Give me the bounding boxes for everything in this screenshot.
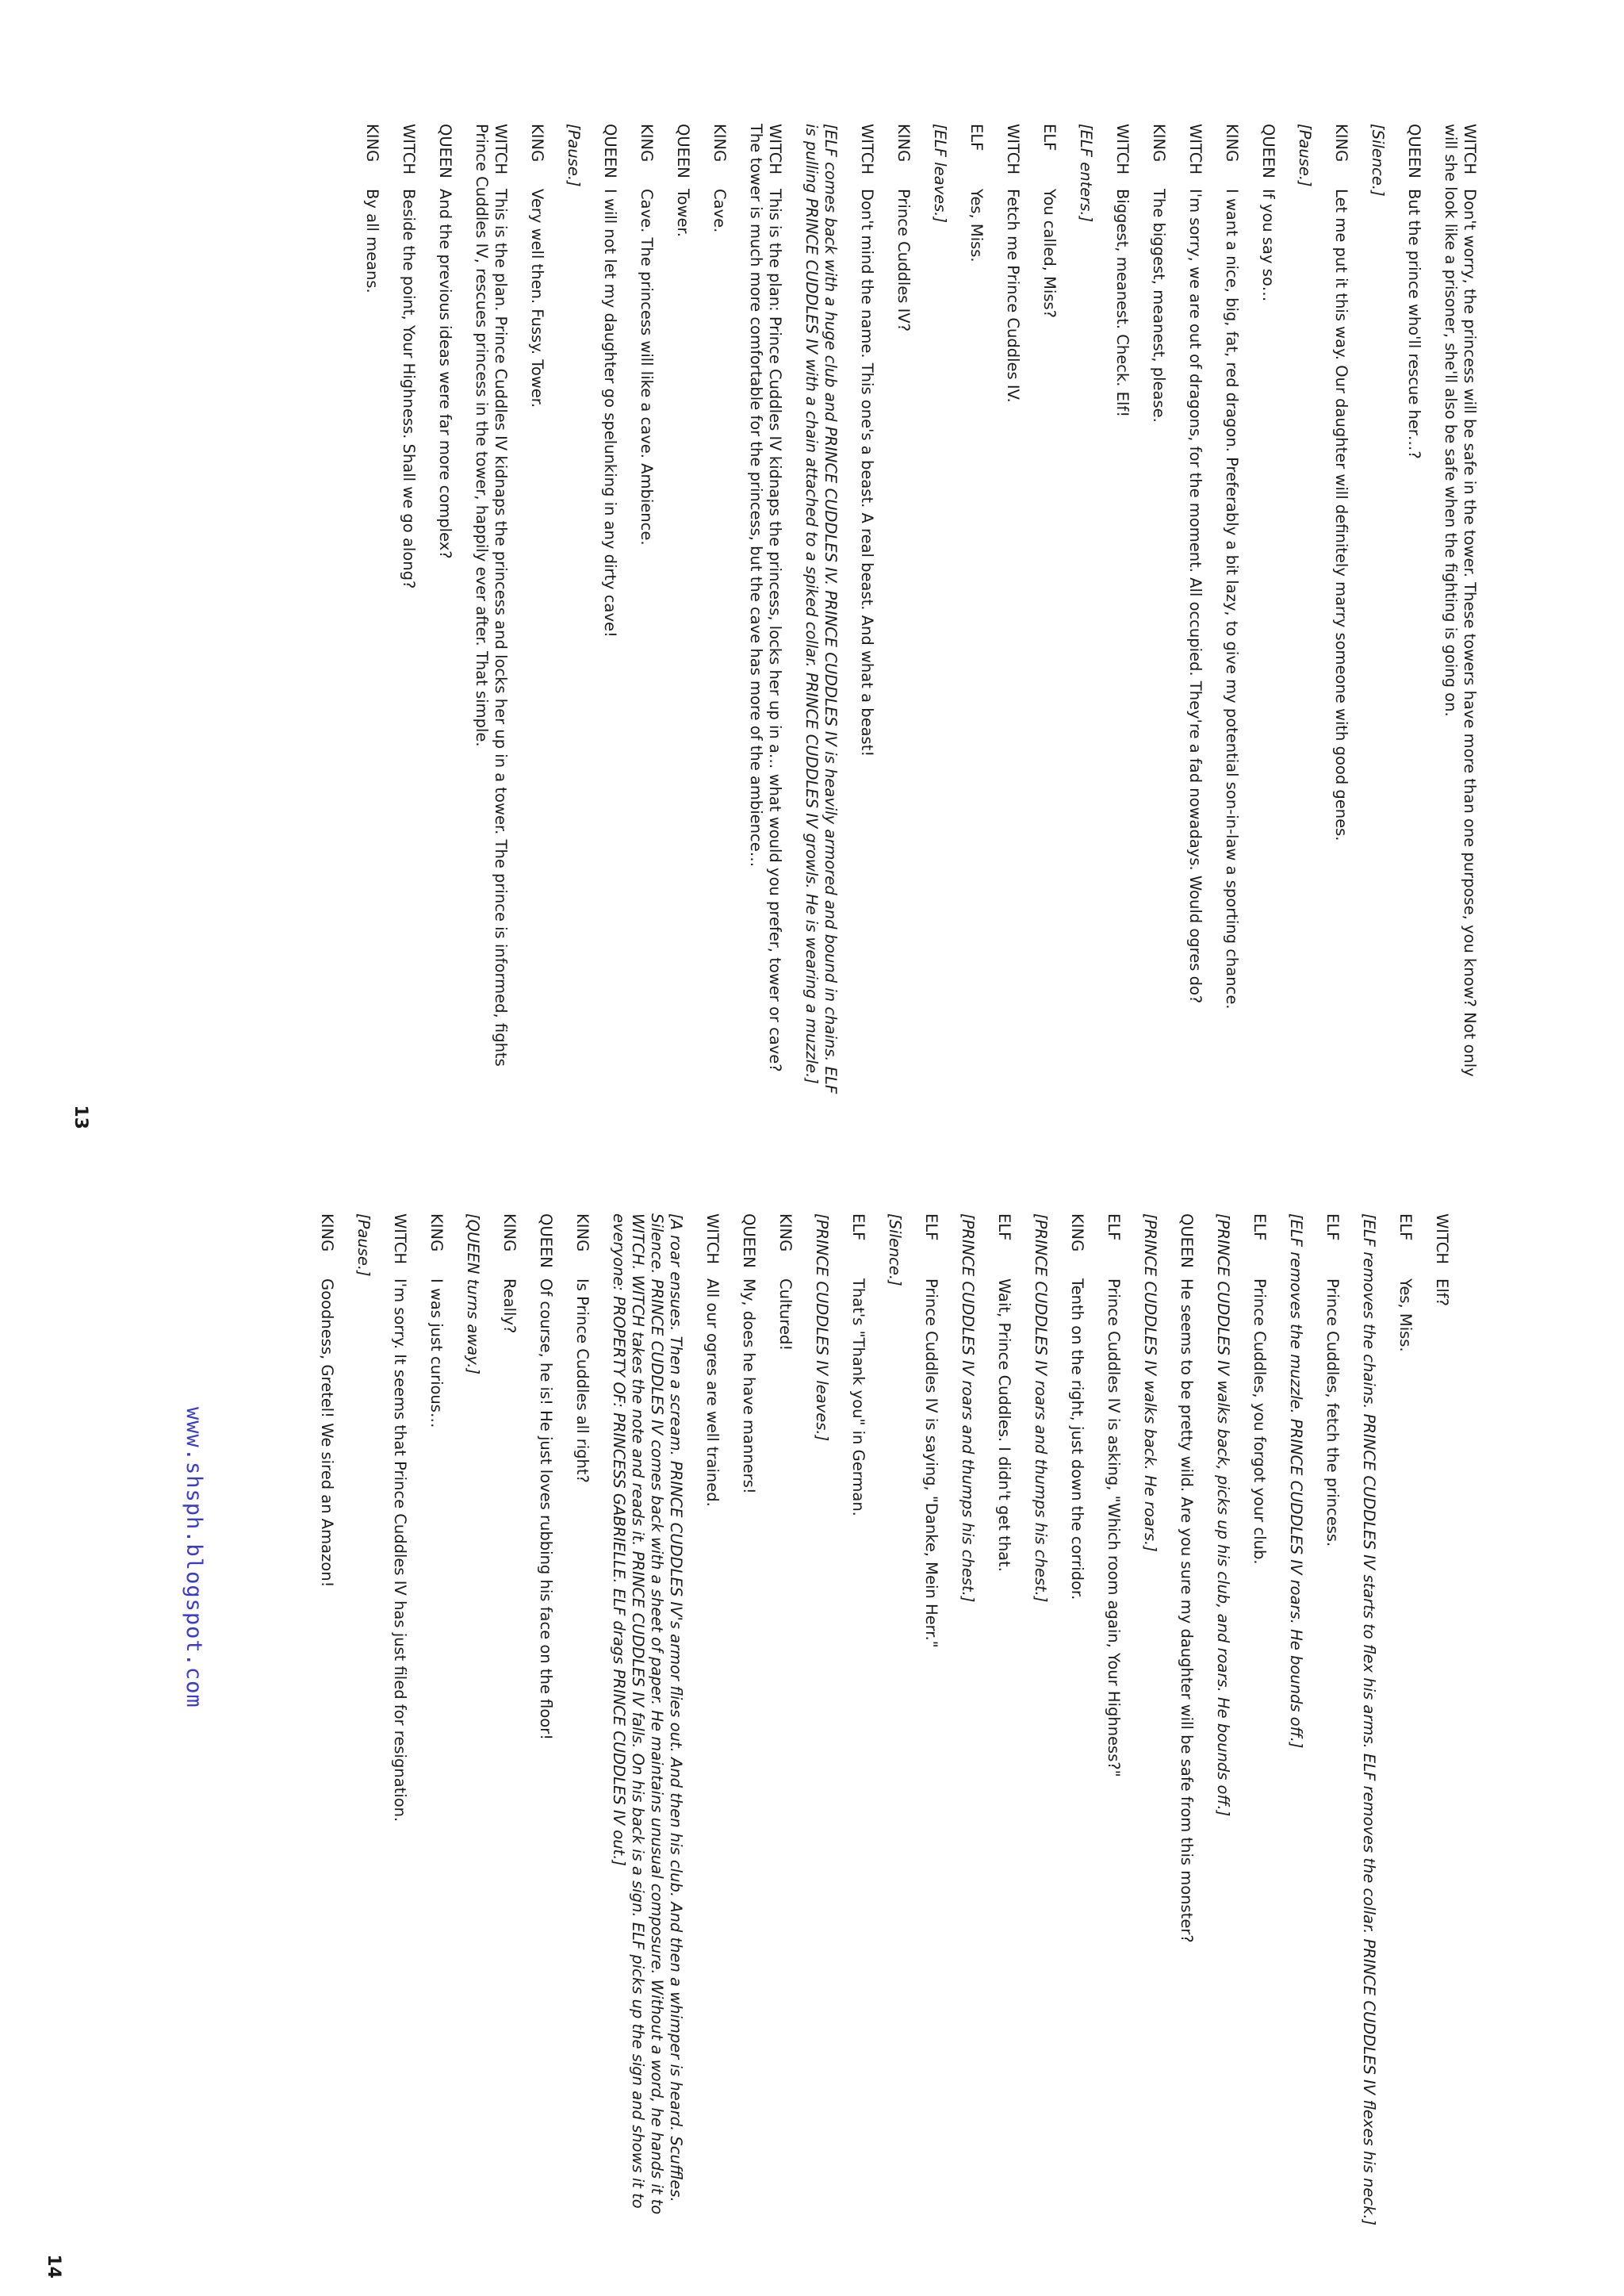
page-number: 14 — [44, 2254, 63, 2279]
speaker-name: QUEEN — [674, 124, 692, 178]
speaker-name: WITCH — [766, 124, 784, 175]
stage-direction — [812, 1213, 831, 2248]
dialogue-line — [1432, 1213, 1451, 2248]
line-text: Fetch me Prince Cuddles IV. — [1004, 189, 1022, 403]
line-text: Prince Cuddles IV is saying, "Danke, Mein Herr." — [922, 1278, 940, 1648]
dialogue-line — [894, 124, 913, 1106]
dialogue-line — [637, 124, 656, 1106]
speaker-name: KING — [427, 1213, 446, 1252]
stage-direction — [1140, 1213, 1159, 2248]
line-text: Yes, Miss. — [1396, 1278, 1415, 1352]
stage-text: [Silence.] — [1369, 124, 1387, 197]
dialogue-list — [317, 1213, 1451, 2248]
speaker-name: WITCH — [1004, 124, 1022, 175]
dialogue-line — [1149, 124, 1168, 1106]
line-text: Tenth on the right, just down the corridor. — [1068, 1278, 1086, 1600]
blog-watermark: www.shsph.blogspot.com — [182, 1407, 206, 1708]
line-text: Let me put it this way. Our daughter will definitely marry someone with good genes. — [1332, 189, 1350, 841]
stage-text: [PRINCE CUDDLES IV walks back. He roars.] — [1141, 1213, 1159, 1552]
line-text: I want a nice, big, fat, red dragon. Preferably a bit lazy, to give my potential son-in-law a sporting chance. — [1223, 189, 1241, 1010]
dialogue-line — [857, 124, 876, 1106]
dialogue-line — [435, 124, 454, 1106]
stage-direction — [463, 1213, 482, 2248]
dialogue-line — [967, 124, 986, 1106]
line-text: Yes, Miss. — [967, 189, 986, 263]
line-text: You called, Miss? — [1040, 189, 1059, 318]
speaker-name: WITCH — [1461, 124, 1479, 175]
line-text: I'm sorry, we are out of dragons, for the moment. All occupied. They're a fad nowadays. Would ogres do? — [1186, 189, 1205, 1004]
line-text: If you say so… — [1259, 189, 1277, 302]
dialogue-line — [673, 124, 692, 1106]
line-text: Very well then. Fussy. Tower. — [528, 189, 546, 408]
dialogue-line — [362, 124, 381, 1106]
stage-text: [Pause.] — [565, 124, 583, 187]
dialogue-line — [1067, 1213, 1086, 2248]
speaker-name: WITCH — [492, 124, 510, 175]
stage-direction — [1076, 124, 1095, 1106]
line-text: Elf? — [1433, 1278, 1451, 1306]
line-text: This is the plan: Prince Cuddles IV kidnaps the princess, locks her up in a… what would you prefer, tower or cave? The tower is much more comfortable for the princess, but the cave has more of the ambience… — [747, 124, 784, 1072]
speaker-name: WITCH — [1433, 1213, 1451, 1265]
speaker-name: KING — [710, 124, 729, 163]
line-text: Wait, Prince Cuddles. I didn't get that. — [995, 1278, 1013, 1572]
stage-text: [PRINCE CUDDLES IV walks back, picks up his club, and roars. He bounds off.] — [1214, 1213, 1232, 1817]
dialogue-line — [776, 1213, 795, 2248]
dialogue-line — [994, 1213, 1013, 2248]
speaker-name: WITCH — [1113, 124, 1132, 175]
speaker-name: KING — [363, 124, 381, 163]
line-text: Cave. — [710, 189, 729, 233]
line-text: Really? — [500, 1278, 519, 1334]
dialogue-line — [921, 1213, 940, 2248]
line-text: That's "Thank you" in German. — [849, 1278, 868, 1516]
dialogue-line — [1404, 124, 1423, 1106]
stage-direction — [958, 1213, 977, 2248]
speaker-name: ELF — [849, 1213, 868, 1241]
speaker-name: ELF — [922, 1213, 940, 1241]
speaker-name: KING — [776, 1213, 795, 1252]
speaker-name: KING — [1223, 124, 1241, 163]
line-text: All our ogres are well trained. — [703, 1278, 722, 1507]
speaker-name: KING — [500, 1213, 519, 1252]
stage-direction — [885, 1213, 904, 2248]
stage-text: [Pause.] — [354, 1213, 373, 1277]
line-text: I will not let my daughter go spelunking in any dirty cave! — [601, 189, 619, 638]
speaker-name: KING — [1150, 124, 1168, 163]
line-text: But the prince who'll rescue her…? — [1405, 189, 1423, 459]
dialogue-line — [536, 1213, 555, 2248]
speaker-name: QUEEN — [740, 1213, 758, 1268]
dialogue-line — [1003, 124, 1022, 1106]
line-text: I'm sorry. It seems that Prince Cuddles IV has just filed for resignation. — [391, 1278, 409, 1823]
dialogue-line — [390, 1213, 409, 2248]
dialogue-line — [472, 124, 510, 1106]
dialogue-line — [527, 124, 546, 1106]
speaker-name: ELF — [1251, 1213, 1269, 1241]
line-text: He seems to be pretty wild. Are you sure my daughter will be safe from this monster? — [1178, 1278, 1196, 1943]
dialogue-line — [1177, 1213, 1196, 2248]
dialogue-line — [1323, 1213, 1342, 2248]
dialogue-line — [746, 124, 784, 1106]
dialogue-line — [703, 1213, 722, 2248]
stage-text: [ELF leaves.] — [931, 124, 949, 224]
line-text: Is Prince Cuddles all right? — [573, 1278, 592, 1483]
stage-direction — [564, 124, 583, 1106]
stage-direction — [1359, 1213, 1378, 2248]
dialogue-line — [1250, 1213, 1269, 2248]
speaker-name: KING — [1068, 1213, 1086, 1252]
speaker-name: ELF — [995, 1213, 1013, 1241]
line-text: The biggest, meanest, please. — [1150, 189, 1168, 423]
stage-direction — [930, 124, 949, 1106]
line-text: Cave. The princess will like a cave. Ambience. — [638, 189, 656, 546]
page-number: 13 — [71, 1105, 90, 1129]
line-text: Of course, he is! He just loves rubbing his face on the floor! — [537, 1278, 555, 1741]
stage-text: [ELF removes the chains. PRINCE CUDDLES IV starts to flex his arms. ELF removes the collar. PRINCE CUDDLES IV flexes his neck.] — [1360, 1213, 1378, 2226]
line-text: And the previous ideas were far more complex? — [436, 189, 454, 559]
speaker-name: KING — [894, 124, 913, 163]
line-text: Beside the point, Your Highness. Shall we go along? — [400, 189, 418, 589]
speaker-name: QUEEN — [537, 1213, 555, 1268]
stage-text: [QUEEN turns away.] — [464, 1213, 482, 1375]
line-text: I was just curious… — [427, 1278, 446, 1428]
dialogue-line — [1113, 124, 1132, 1106]
speaker-name: WITCH — [1186, 124, 1205, 175]
speaker-name: QUEEN — [1178, 1213, 1196, 1268]
dialogue-line — [1396, 1213, 1415, 2248]
dialogue-list — [362, 124, 1479, 1106]
line-text: Don't mind the name. This one's a beast. A real beast. And what a beast! — [858, 189, 876, 757]
speaker-name: ELF — [1396, 1213, 1415, 1241]
speaker-name: KING — [528, 124, 546, 163]
stage-text: [ELF removes the muzzle. PRINCE CUDDLES IV roars. He bounds off.] — [1287, 1213, 1305, 1749]
dialogue-line — [1258, 124, 1277, 1106]
dialogue-line — [1331, 124, 1350, 1106]
stage-direction — [609, 1213, 685, 2248]
dialogue-line — [739, 1213, 758, 2248]
line-text: Prince Cuddles, you forgot your club. — [1251, 1278, 1269, 1565]
line-text: Tower. — [674, 189, 692, 237]
stage-text: [PRINCE CUDDLES IV leaves.] — [813, 1213, 831, 1442]
speaker-name: ELF — [1323, 1213, 1342, 1241]
stage-text: [Pause.] — [1296, 124, 1314, 187]
line-text: My, does he have manners! — [740, 1278, 758, 1494]
line-text: By all means. — [363, 189, 381, 293]
dialogue-line — [1222, 124, 1241, 1106]
stage-direction — [802, 124, 840, 1106]
stage-direction — [354, 1213, 373, 2248]
speaker-name: WITCH — [858, 124, 876, 175]
stage-text: [ELF comes back with a huge club and PRINCE CUDDLES IV. PRINCE CUDDLES IV is heavily armored and bound in chains. ELF is pulling PRINCE CUDDLES IV with a chain attached to a spiked collar. PRINCE CUDDLES IV growls. He is wearing a muzzle.] — [802, 124, 840, 1094]
dialogue-line — [399, 124, 418, 1106]
speaker-name: KING — [318, 1213, 336, 1252]
speaker-name: WITCH — [400, 124, 418, 175]
line-text: Prince Cuddles IV? — [894, 189, 913, 332]
dialogue-line — [600, 124, 619, 1106]
stage-direction — [1031, 1213, 1050, 2248]
dialogue-line — [1104, 1213, 1123, 2248]
dialogue-line — [1040, 124, 1059, 1106]
stage-direction — [1368, 124, 1387, 1106]
dialogue-line — [500, 1213, 519, 2248]
stage-direction — [1286, 1213, 1305, 2248]
line-text: This is the plan. Prince Cuddles IV kidnaps the princess and locks her up in a tower. The prince is informed, fights Prince Cuddles IV, rescues princess in the tower, happily ever after. That simple. — [473, 124, 510, 1067]
dialogue-line — [710, 124, 729, 1106]
speaker-name: QUEEN — [436, 124, 454, 178]
stage-text: [Silence.] — [886, 1213, 904, 1286]
speaker-name: ELF — [967, 124, 986, 151]
dialogue-line — [848, 1213, 868, 2248]
speaker-name: QUEEN — [1259, 124, 1277, 178]
dialogue-line — [573, 1213, 592, 2248]
line-text: Cultured! — [776, 1278, 795, 1351]
dialogue-line — [317, 1213, 336, 2248]
dialogue-line — [427, 1213, 446, 2248]
line-text: Prince Cuddles IV is asking, "Which room again, Your Highness?" — [1105, 1278, 1123, 1777]
speaker-name: WITCH — [391, 1213, 409, 1265]
speaker-name: WITCH — [703, 1213, 722, 1265]
speaker-name: ELF — [1105, 1213, 1123, 1241]
stage-text: [PRINCE CUDDLES IV roars and thumps his chest.] — [1032, 1213, 1050, 1603]
line-text: Don't worry, the princess will be safe in the tower. These towers have more than one purpose, you know? Not only will she look like a prisoner, she'll also be safe when the fighting is going on. — [1442, 124, 1479, 1077]
speaker-name: QUEEN — [1405, 124, 1423, 178]
stage-text: [ELF enters.] — [1077, 124, 1095, 223]
script-page-14 — [0, 1148, 1624, 2296]
line-text: Prince Cuddles, fetch the princess. — [1323, 1278, 1342, 1547]
speaker-name: KING — [638, 124, 656, 163]
stage-text: [A roar ensues. Then a scream. PRINCE CUDDLES IV's armor flies out. And then his club. And then a whimper is heard. Scuffles. Silence. PRINCE CUDDLES IV comes back with a sheet of paper. He maintains unusual composure. Without a word, he hands it to WITCH. WITCH takes the note and reads it. PRINCE CUDDLES IV falls. On his back is a sign. ELF picks up the sign and shows it to everyone: PROPERTY OF: PRINCESS GABRIELLE. ELF drags PRINCE CUDDLES IV out.] — [610, 1213, 685, 2215]
line-text: Biggest, meanest. Check. Elf! — [1113, 189, 1132, 418]
stage-direction — [1295, 124, 1314, 1106]
stage-direction — [1213, 1213, 1232, 2248]
speaker-name: ELF — [1040, 124, 1059, 151]
speaker-name: KING — [573, 1213, 592, 1252]
dialogue-line — [1441, 124, 1479, 1106]
stage-text: [PRINCE CUDDLES IV roars and thumps his chest.] — [959, 1213, 977, 1603]
speaker-name: KING — [1332, 124, 1350, 163]
speaker-name: QUEEN — [601, 124, 619, 178]
line-text: Goodness, Gretel! We sired an Amazon! — [318, 1278, 336, 1588]
dialogue-line — [1185, 124, 1205, 1106]
